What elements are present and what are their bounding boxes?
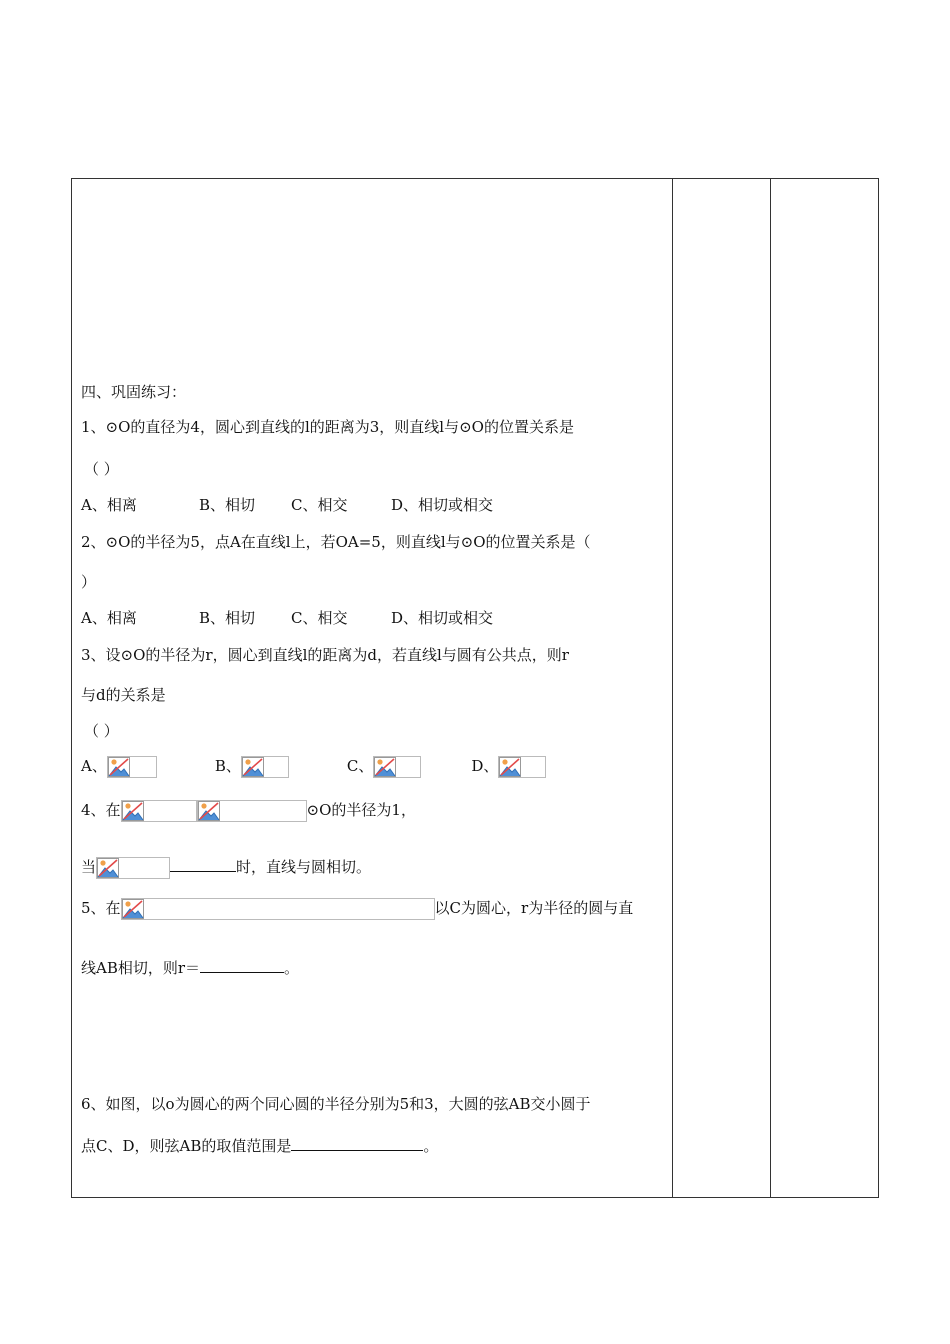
q2-option-a: A、相离 bbox=[81, 609, 137, 627]
q3-option-b-image bbox=[241, 756, 289, 778]
q6-line2-suffix: 。 bbox=[423, 1137, 439, 1155]
broken-image-icon bbox=[108, 757, 130, 777]
lesson-table bbox=[71, 178, 879, 1198]
q1-option-a: A、相离 bbox=[81, 496, 137, 514]
section-title: 四、巩固练习： bbox=[81, 383, 187, 401]
q6-text: 6、如图，以o为圆心的两个同心圆的半径分别为5和3，大圆的弦AB交小圆于 bbox=[81, 1095, 591, 1113]
broken-image-icon bbox=[122, 899, 144, 919]
q4-answer-blank bbox=[170, 857, 236, 872]
broken-image-icon bbox=[242, 757, 264, 777]
q4-image-1 bbox=[121, 800, 197, 822]
q6-line-2 bbox=[81, 1136, 438, 1156]
column-divider-1 bbox=[672, 179, 673, 1197]
q2-paren-close: ） bbox=[81, 573, 97, 591]
q3-option-c: C、 bbox=[346, 757, 374, 775]
q3-option-a-image bbox=[107, 756, 157, 778]
q3-paren: （ ） bbox=[84, 722, 119, 740]
q2-text: 2、⊙O的半径为5，点A在直线l上，若OA=5，则直线l与⊙O的位置关系是（ bbox=[81, 533, 591, 551]
q5-suffix: 以C为圆心，r为半径的圆与直 bbox=[434, 899, 634, 917]
q1-option-d: D、相切或相交 bbox=[391, 496, 494, 514]
broken-image-icon bbox=[198, 801, 220, 821]
q5-line2-prefix: 线AB相切，则r＝ bbox=[81, 959, 201, 977]
q1-paren: （ ） bbox=[84, 460, 119, 478]
q3-option-c-image bbox=[373, 756, 421, 778]
q1-option-c: C、相交 bbox=[291, 496, 348, 514]
q4-line-1 bbox=[81, 800, 416, 822]
q4-prefix: 4、在 bbox=[81, 801, 121, 819]
q5-prefix: 5、在 bbox=[81, 899, 121, 917]
q3-option-b: B、 bbox=[214, 757, 241, 775]
q3-option-a: A、 bbox=[81, 757, 107, 775]
q1-option-b: B、相切 bbox=[199, 496, 256, 514]
q3-text: 3、设⊙O的半径为r，圆心到直线l的距离为d，若直线l与圆有公共点，则r bbox=[81, 646, 569, 664]
q4-line2-prefix: 当 bbox=[81, 858, 97, 876]
q3-option-d-image bbox=[498, 756, 546, 778]
q5-line-2 bbox=[81, 958, 299, 978]
q4-line2-suffix: 时，直线与圆相切。 bbox=[236, 858, 372, 876]
q3-option-d: D、 bbox=[471, 757, 499, 775]
q1-text: 1、⊙O的直径为4，圆心到直线的l的距离为3，则直线l与⊙O的位置关系是 bbox=[81, 418, 574, 436]
broken-image-icon bbox=[374, 757, 396, 777]
q5-image bbox=[121, 898, 435, 920]
q2-option-b: B、相切 bbox=[199, 609, 256, 627]
q4-line-2 bbox=[81, 857, 371, 879]
q3-options bbox=[81, 756, 546, 778]
broken-image-icon bbox=[499, 757, 521, 777]
q4-mid: ⊙O的半径为1， bbox=[306, 801, 416, 819]
q3-text-2: 与d的关系是 bbox=[81, 686, 166, 704]
q6-answer-blank bbox=[291, 1136, 423, 1151]
q5-answer-blank bbox=[200, 958, 284, 973]
q5-line-1 bbox=[81, 898, 633, 920]
q4-image-2 bbox=[197, 800, 307, 822]
q5-line2-suffix: 。 bbox=[284, 959, 300, 977]
column-divider-2 bbox=[770, 179, 771, 1197]
broken-image-icon bbox=[97, 858, 119, 878]
q1-options bbox=[81, 495, 493, 515]
broken-image-icon bbox=[122, 801, 144, 821]
q2-option-d: D、相切或相交 bbox=[391, 609, 494, 627]
q4-image-3 bbox=[96, 857, 170, 879]
q2-option-c: C、相交 bbox=[291, 609, 348, 627]
q2-options bbox=[81, 608, 493, 628]
q6-line2-prefix: 点C、D，则弦AB的取值范围是 bbox=[81, 1137, 292, 1155]
